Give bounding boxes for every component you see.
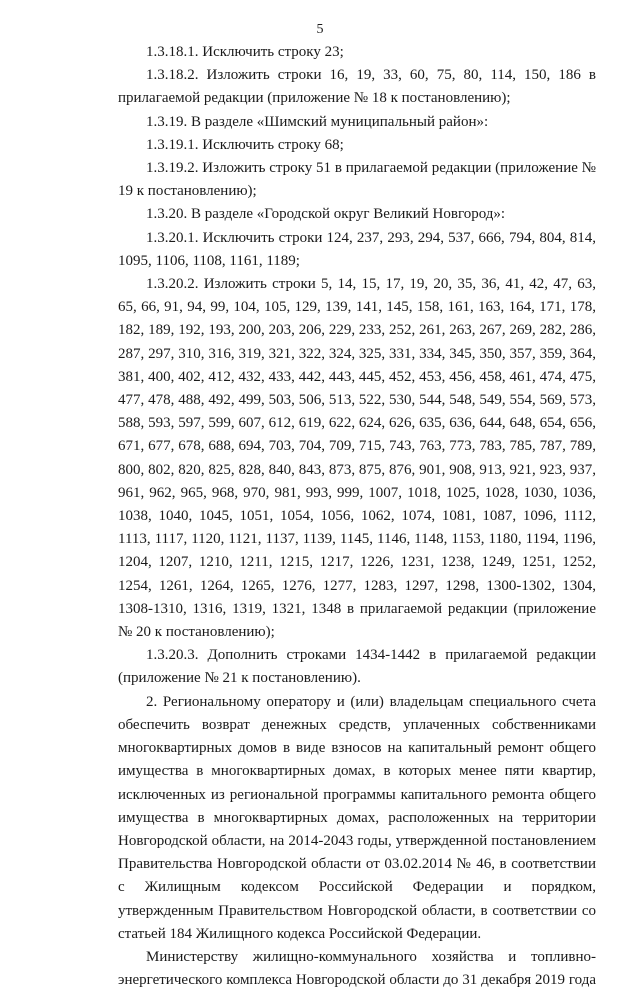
paragraph-1-3-20: 1.3.20. В разделе «Городской округ Великий Новгород»: xyxy=(146,206,506,223)
document-body xyxy=(118,41,596,992)
paragraph-1-3-19-2: 1.3.19.2. Изложить строку 51 в прилагаемой редакции (приложение № 19 к постановлению); xyxy=(118,160,596,200)
paragraph-1-3-18-1: 1.3.18.1. Исключить строку 23; xyxy=(146,44,344,60)
paragraph-1-3-20-3: 1.3.20.3. Дополнить строками 1434-1442 в прилагаемой редакции (приложение № 21 к постановлению). xyxy=(118,647,596,687)
paragraph-1-3-20-1: 1.3.20.1. Исключить строки 124, 237, 293, 294, 537, 666, 794, 804, 814, 1095, 1106, 1108, 1161, 1189; xyxy=(118,229,596,269)
page-number: 5 xyxy=(316,22,324,37)
paragraph-1-3-18-2: 1.3.18.2. Изложить строки 16, 19, 33, 60, 75, 80, 114, 150, 186 в прилагаемой редакции (приложение № 18 к постановлению); xyxy=(118,67,596,107)
paragraph-2: 2. Региональному оператору и (или) владельцам специального счета обеспечить возврат денежных средств, уплаченных собственниками многоквартирных домов в виде взносов на капитальный ремонт общего имущества в многоквартирных домах, в которых менее пяти квартир, исключенных из региональной программы капитального ремонта общего имущества в многоквартирных домах, расположенных на территории Новгородской области, на 2014-2043 годы, утвержденной постановлением Правительства Новгородской области от 03.02.2014 № 46, в соответствии с Жилищным кодексом Российской Федерации и порядком, утвержденным Правительством Новгородской области, в соответствии со статьей 184 Жилищного кодекса Российской Федерации. xyxy=(118,693,596,942)
paragraph-1-3-19: 1.3.19. В разделе «Шимский муниципальный район»: xyxy=(146,113,489,130)
paragraph-1-3-20-2: 1.3.20.2. Изложить строки 5, 14, 15, 17, 19, 20, 35, 36, 41, 42, 47, 63, 65, 66, 91, 94, 99, 104, 105, 129, 139, 141, 145, 158, 161, 163, 164, 171, 178, 182, 189, 192, 193, 200, 203, 206, 229, 233, 252, 261, 263, 267, 269, 282, 286, 287, 297, 310, 316, 319, 321, 322, 324, 325, 331, 334, 345, 350, 357, 359, 364, 381, 400, 402, 412, 432, 433, 442, 443, 445, 452, 453, 456, 458, 461, 474, 475, 477, 478, 488, 492, 499, 503, 506, 513, 522, 530, 544, 548, 549, 554, 569, 573, 588, 593, 597, 599, 607, 612, 619, 622, 624, 626, 635, 636, 644, 648, 654, 656, 671, 677, 678, 688, 694, 703, 704, 709, 715, 743, 763, 773, 783, 785, 787, 789, 800, 802, 820, 825, 828, 840, 843, 873, 875, 876, 901, 908, 913, 921, 923, 937, 961, 962, 965, 968, 970, 981, 993, 999, 1007, 1018, 1025, 1028, 1030, 1036, 1038, 1040, 1045, 1051, 1054, 1056, 1062, 1074, 1081, 1087, 1096, 1112, 1113, 1117, 1120, 1121, 1137, 1139, 1145, 1146, 1148, 1153, 1180, 1194, 1196, 1204, 1207, 1210, 1211, 1215, 1217, 1226, 1231, 1238, 1249, 1251, 1252, 1254, 1261, 1264, 1265, 1276, 1277, 1283, 1297, 1298, 1300-1302, 1304, 1308-1310, 1316, 1319, 1321, 1348 в прилагаемой редакции (приложение № 20 к постановлению); xyxy=(118,276,596,641)
paragraph-ministry: Министерству жилищно-коммунального хозяйства и топливно-энергетического комплекса Новгородской области до 31 декабря 2019 года xyxy=(118,948,596,989)
paragraph-1-3-19-1: 1.3.19.1. Исключить строку 68; xyxy=(146,136,344,153)
